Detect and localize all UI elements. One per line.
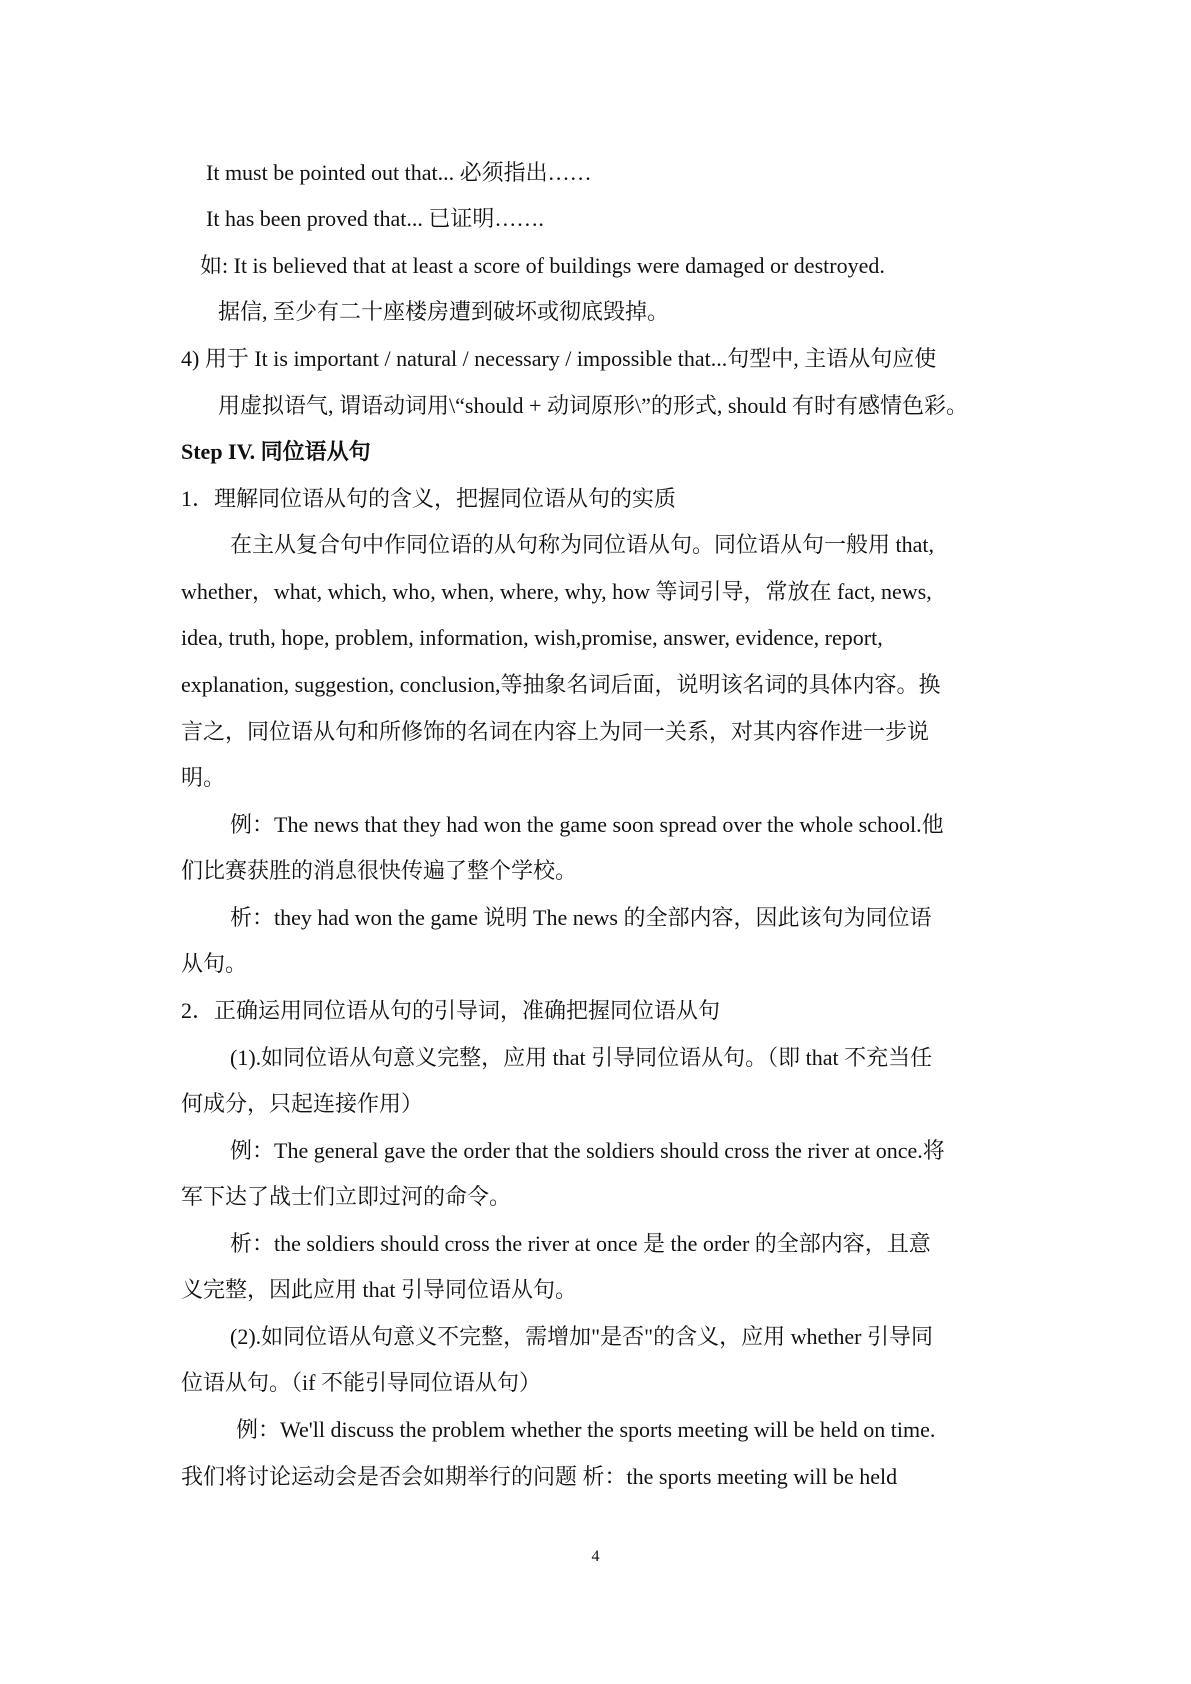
example-line: 例：The news that they had won the game soon spread over the whole school.他 — [230, 812, 944, 837]
text-line: It must be pointed out that... 必须指出…… — [206, 160, 592, 185]
numbered-item: 2．正确运用同位语从句的引导词，准确把握同位语从句 — [181, 998, 721, 1023]
text-line: 明。 — [181, 765, 226, 790]
example-line: 例：The general gave the order that the soldiers should cross the river at once.将 — [230, 1138, 945, 1163]
text-line: 何成分，只起连接作用） — [181, 1091, 424, 1116]
text-line: 用虚拟语气, 谓语动词用\“should + 动词原形\”的形式, should 有时有感情色彩。 — [218, 393, 969, 418]
analysis-line: 析：they had won the game 说明 The news 的全部内容，因此该句为同位语 — [230, 905, 932, 930]
text-line: 位语从句。（if 不能引导同位语从句） — [181, 1370, 541, 1395]
sub-item: (1).如同位语从句意义完整，应用 that 引导同位语从句。（即 that 不充当任 — [230, 1045, 933, 1070]
text-line: 军下达了战士们立即过河的命令。 — [181, 1184, 512, 1209]
text-line: 言之，同位语从句和所修饰的名词在内容上为同一关系，对其内容作进一步说 — [181, 719, 930, 744]
text-line: idea, truth, hope, problem, information, wish,promise, answer, evidence, report, — [181, 625, 883, 650]
text-line: 4) 用于 It is important / natural / necessary / impossible that...句型中, 主语从句应使 — [181, 346, 937, 371]
section-heading: Step IV. 同位语从句 — [181, 439, 371, 464]
text-line: 从句。 — [181, 951, 248, 976]
text-line: 在主从复合句中作同位语的从句称为同位语从句。同位语从句一般用 that, — [230, 532, 934, 557]
sub-item: (2).如同位语从句意义不完整，需增加"是否"的含义，应用 whether 引导同 — [230, 1324, 933, 1349]
text-line: whether，what, which, who, when, where, why, how 等词引导，常放在 fact, news, — [181, 579, 932, 604]
text-line: 我们将讨论运动会是否会如期举行的问题 析：the sports meeting will be held — [181, 1464, 898, 1489]
text-line: 据信, 至少有二十座楼房遭到破坏或彻底毁掉。 — [218, 299, 670, 324]
page-number: 4 — [591, 1548, 600, 1565]
example-line: 例：We'll discuss the problem whether the sports meeting will be held on time. — [236, 1417, 936, 1442]
text-line: 们比赛获胜的消息很快传遍了整个学校。 — [181, 858, 578, 883]
text-line: 义完整，因此应用 that 引导同位语从句。 — [181, 1277, 577, 1302]
text-line: It has been proved that... 已证明……. — [206, 206, 544, 231]
text-line: explanation, suggestion, conclusion,等抽象名词后面，说明该名词的具体内容。换 — [181, 672, 941, 697]
analysis-line: 析：the soldiers should cross the river at once 是 the order 的全部内容，且意 — [230, 1231, 931, 1256]
numbered-item: 1．理解同位语从句的含义，把握同位语从句的实质 — [181, 486, 677, 511]
text-line: 如: It is believed that at least a score of buildings were damaged or destroyed. — [200, 253, 885, 278]
